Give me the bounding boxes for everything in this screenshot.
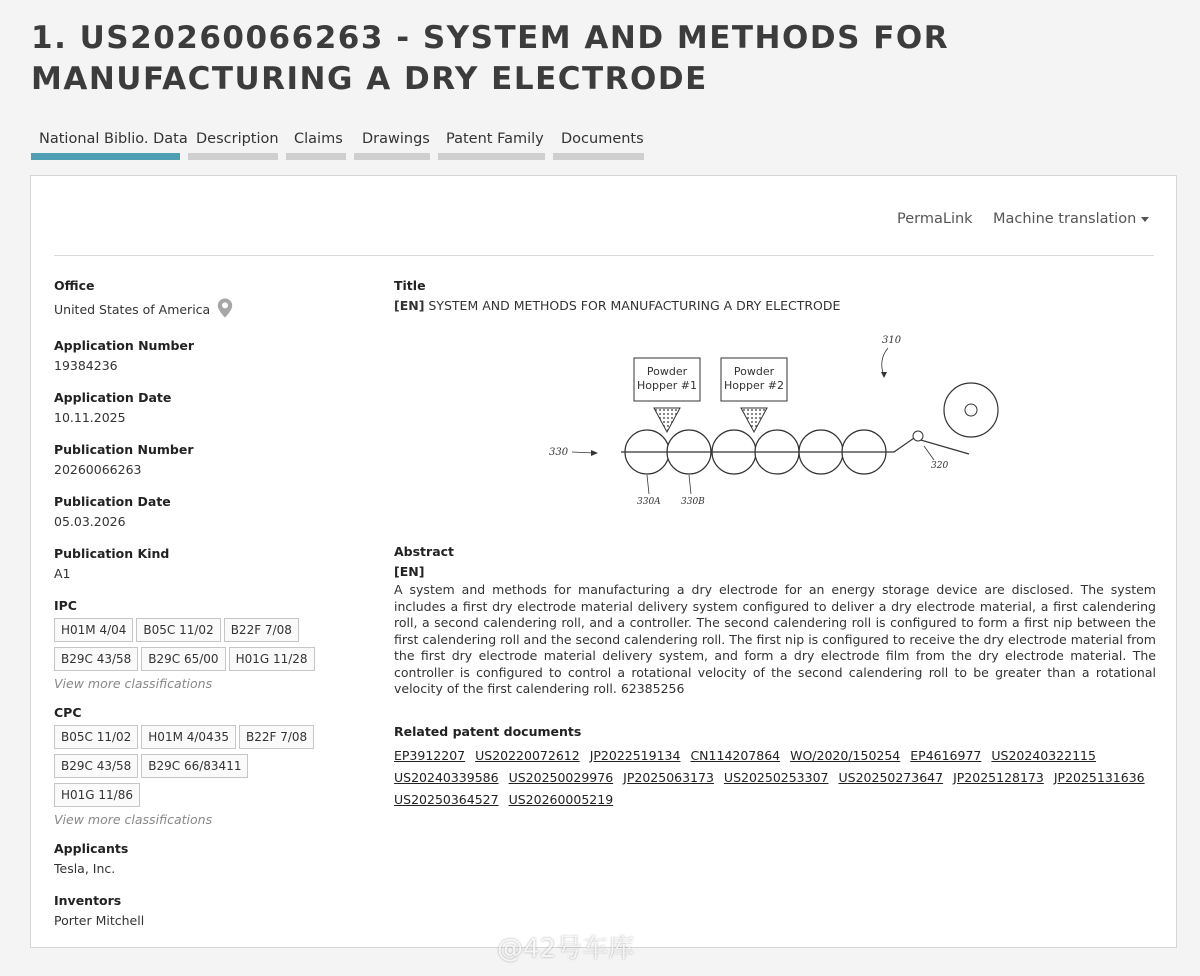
office-field — [54, 278, 354, 322]
hopper-1-line2: Hopper #1 — [637, 379, 697, 392]
ref-310-label: 310 — [882, 335, 902, 346]
related-link[interactable]: US20240322115 — [991, 747, 1096, 763]
cpc-view-more-link[interactable]: View more classifications — [54, 812, 213, 827]
publication-number-label: Publication Number — [54, 442, 194, 457]
related-links — [394, 745, 1156, 811]
tab-label: Documents — [561, 131, 644, 147]
related-link[interactable]: EP3912207 — [394, 747, 466, 763]
machine-translation-dropdown[interactable] — [993, 211, 1149, 227]
ipc-field — [54, 598, 354, 691]
cpc-field — [54, 705, 354, 827]
title-label: Title — [394, 278, 426, 293]
publication-date-field — [54, 494, 354, 530]
tab-claims[interactable] — [286, 128, 346, 160]
tab-label: Patent Family — [446, 131, 544, 147]
watermark: @42号车库 — [497, 934, 635, 964]
publication-kind-field — [54, 546, 354, 582]
biblio-fields — [54, 278, 354, 945]
cpc-chip[interactable]: B29C 66/83411 — [141, 754, 248, 778]
office-value: United States of America — [54, 302, 211, 317]
application-number-label: Application Number — [54, 338, 195, 353]
related-link[interactable]: WO/2020/150254 — [790, 747, 901, 763]
page-title: 1. US20260066263 - SYSTEM AND METHODS FOR MANUFACTURING A DRY ELECTRODE — [31, 20, 950, 97]
tab-documents[interactable] — [553, 128, 644, 160]
biblio-panel — [30, 175, 1177, 948]
tab-indicator — [553, 153, 644, 160]
toolbar-divider — [54, 255, 1154, 256]
application-number-field — [54, 338, 354, 374]
powder-funnel-2 — [741, 408, 767, 432]
hopper-2-line2: Hopper #2 — [724, 379, 784, 392]
application-date-field — [54, 390, 354, 426]
related-link[interactable]: JP2025131636 — [1053, 769, 1145, 785]
related-link[interactable]: JP2025063173 — [623, 769, 714, 785]
cpc-chip[interactable]: B22F 7/08 — [239, 725, 314, 749]
publication-number-field — [54, 442, 354, 478]
related-link[interactable]: US20250364527 — [394, 791, 499, 807]
title-row — [394, 298, 1156, 314]
tab-description[interactable] — [188, 128, 278, 160]
tab-national-biblio-data[interactable] — [31, 128, 188, 160]
ipc-view-more-link[interactable]: View more classifications — [54, 676, 213, 691]
tab-label: National Biblio. Data — [39, 131, 188, 147]
publication-kind-value: A1 — [54, 566, 71, 581]
tab-drawings[interactable] — [354, 128, 430, 160]
cpc-chip[interactable]: B05C 11/02 — [54, 725, 138, 749]
ref-320-label: 320 — [931, 461, 949, 471]
permalink-link[interactable]: PermaLink — [897, 211, 973, 227]
related-link[interactable]: EP4616977 — [910, 747, 982, 763]
patent-drawing — [394, 324, 1156, 534]
related-link[interactable]: US20220072612 — [475, 747, 580, 763]
office-label: Office — [54, 278, 95, 293]
application-date-label: Application Date — [54, 390, 172, 405]
related-link[interactable]: JP2025128173 — [953, 769, 1044, 785]
machine-translation-label: Machine translation — [993, 211, 1137, 227]
tab-label: Drawings — [362, 131, 430, 147]
application-number-value: 19384236 — [54, 358, 118, 373]
cpc-chip-list — [54, 725, 324, 812]
ref-310-arrow — [882, 348, 888, 376]
related-link[interactable]: US20240339586 — [394, 769, 499, 785]
tab-indicator — [286, 153, 346, 160]
related-link[interactable]: US20250029976 — [508, 769, 614, 785]
ipc-chip[interactable]: H01G 11/28 — [229, 647, 315, 671]
ipc-chip[interactable]: B29C 43/58 — [54, 647, 138, 671]
publication-date-value: 05.03.2026 — [54, 514, 126, 529]
ipc-label: IPC — [54, 598, 77, 613]
publication-kind-label: Publication Kind — [54, 546, 170, 561]
abstract-label: Abstract — [394, 544, 455, 559]
applicants-field — [54, 841, 354, 877]
applicants-label: Applicants — [54, 841, 129, 856]
related-link[interactable]: US20250253307 — [723, 769, 829, 785]
inventors-field — [54, 893, 354, 929]
ref-330-label: 330 — [549, 447, 569, 458]
tab-label: Description — [196, 131, 279, 147]
abstract-text: A system and methods for manufacturing a dry electrode for an energy storage device are disclosed. The system includes a first dry electrode material delivery system configured to deliver a dry electrode material, a first calendering roll, a second calendering roll, and a controller. The second calendering roll is configured to form a first nip between the first calendering roll and the second calendering roll. The first nip is configured to receive the dry electrode material from the first dry electrode material delivery system, and form a dry electrode film from the dry electrode material. The controller is configured to control a rotational velocity of the second calendering roll to be greater than a rotational velocity of the first calendering roll. 62385256 — [394, 582, 1156, 696]
caret-down-icon — [1141, 217, 1149, 222]
content-column — [394, 278, 1156, 811]
abstract-lang-tag: [EN] — [394, 564, 425, 579]
cpc-chip[interactable]: B29C 43/58 — [54, 754, 138, 778]
map-pin-icon[interactable] — [217, 298, 233, 322]
ipc-chip[interactable]: B05C 11/02 — [136, 618, 220, 642]
ref-330b-label: 330B — [681, 497, 705, 507]
publication-date-label: Publication Date — [54, 494, 171, 509]
related-label: Related patent documents — [394, 723, 582, 739]
cpc-chip[interactable]: H01M 4/0435 — [141, 725, 236, 749]
cpc-label: CPC — [54, 705, 82, 720]
guide-roller — [913, 431, 923, 441]
ipc-chip-list — [54, 618, 324, 676]
ipc-chip[interactable]: B22F 7/08 — [224, 618, 299, 642]
office-row — [54, 298, 354, 322]
ipc-chip[interactable]: B29C 65/00 — [141, 647, 225, 671]
powder-funnel-1 — [654, 408, 680, 432]
tab-patent-family[interactable] — [438, 128, 545, 160]
title-text: SYSTEM AND METHODS FOR MANUFACTURING A DRY ELECTRODE — [428, 298, 841, 313]
tab-indicator — [354, 153, 430, 160]
publication-number-value: 20260066263 — [54, 462, 142, 477]
related-link[interactable]: US20260005219 — [508, 791, 614, 807]
tab-indicator — [31, 153, 180, 160]
ipc-chip[interactable]: H01M 4/04 — [54, 618, 133, 642]
tab-label: Claims — [294, 131, 343, 147]
cpc-chip[interactable]: H01G 11/86 — [54, 783, 140, 807]
takeup-roll-core — [965, 404, 977, 416]
tab-indicator — [438, 153, 545, 160]
related-link[interactable]: US20250273647 — [838, 769, 944, 785]
application-date-value: 10.11.2025 — [54, 410, 126, 425]
related-link[interactable]: CN114207864 — [690, 747, 781, 763]
inventors-value: Porter Mitchell — [54, 913, 145, 928]
hopper-1-line1: Powder — [646, 365, 688, 378]
inventors-label: Inventors — [54, 893, 122, 908]
title-lang-tag: [EN] — [394, 298, 425, 313]
related-link[interactable]: JP2022519134 — [589, 747, 681, 763]
applicants-value: Tesla, Inc. — [54, 861, 116, 876]
hopper-2-line1: Powder — [733, 365, 775, 378]
tab-indicator — [188, 153, 278, 160]
ref-330-arrow — [572, 452, 594, 453]
ref-330a-label: 330A — [637, 497, 661, 507]
